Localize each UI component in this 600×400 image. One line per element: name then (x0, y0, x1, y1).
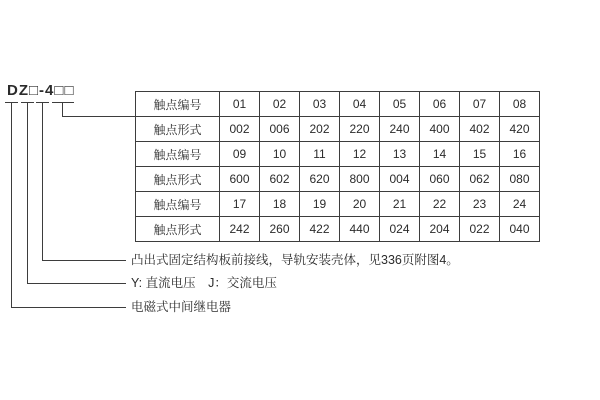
value-cell: 01 (220, 92, 260, 117)
value-cell: 260 (260, 217, 300, 242)
note-mounting: 凸出式固定结构板前接线，导轨安装壳体，见336页附图4。 (131, 253, 459, 267)
value-cell: 15 (460, 142, 500, 167)
value-cell: 14 (420, 142, 460, 167)
value-cell: 006 (260, 117, 300, 142)
value-cell: 13 (380, 142, 420, 167)
value-cell: 240 (380, 117, 420, 142)
leader-to-table (63, 103, 136, 117)
value-cell: 11 (300, 142, 340, 167)
value-cell: 24 (500, 192, 540, 217)
value-cell: 202 (300, 117, 340, 142)
row-label: 触点形式 (136, 217, 220, 242)
value-cell: 18 (260, 192, 300, 217)
value-cell: 10 (260, 142, 300, 167)
note-voltage: Y: 直流电压 J：交流电压 (131, 276, 277, 290)
value-cell: 220 (340, 117, 380, 142)
value-cell: 12 (340, 142, 380, 167)
value-cell: 400 (420, 117, 460, 142)
value-cell: 620 (300, 167, 340, 192)
value-cell: 02 (260, 92, 300, 117)
value-cell: 440 (340, 217, 380, 242)
value-cell: 20 (340, 192, 380, 217)
value-cell: 22 (420, 192, 460, 217)
table-row (136, 117, 540, 142)
value-cell: 23 (460, 192, 500, 217)
value-cell: 040 (500, 217, 540, 242)
value-cell: 21 (380, 192, 420, 217)
leader-to-note-3 (12, 103, 127, 308)
table-row (136, 192, 540, 217)
contact-table (135, 91, 540, 242)
value-cell: 420 (500, 117, 540, 142)
value-cell: 024 (380, 217, 420, 242)
value-cell: 16 (500, 142, 540, 167)
value-cell: 08 (500, 92, 540, 117)
value-cell: 004 (380, 167, 420, 192)
value-cell: 03 (300, 92, 340, 117)
value-cell: 402 (460, 117, 500, 142)
row-label: 触点编号 (136, 92, 220, 117)
contact-table-body (136, 92, 540, 242)
value-cell: 06 (420, 92, 460, 117)
value-cell: 05 (380, 92, 420, 117)
value-cell: 204 (420, 217, 460, 242)
model-designation: DZ□-4□□ (7, 82, 75, 99)
leader-to-note-1 (43, 103, 127, 261)
row-label: 触点编号 (136, 142, 220, 167)
value-cell: 022 (460, 217, 500, 242)
table-row (136, 217, 540, 242)
note-relay-type: 电磁式中间继电器 (131, 300, 232, 314)
value-cell: 04 (340, 92, 380, 117)
value-cell: 242 (220, 217, 260, 242)
table-row (136, 142, 540, 167)
value-cell: 17 (220, 192, 260, 217)
value-cell: 800 (340, 167, 380, 192)
value-cell: 060 (420, 167, 460, 192)
table-row (136, 92, 540, 117)
value-cell: 600 (220, 167, 260, 192)
table-row (136, 167, 540, 192)
value-cell: 062 (460, 167, 500, 192)
value-cell: 080 (500, 167, 540, 192)
row-label: 触点形式 (136, 167, 220, 192)
row-label: 触点编号 (136, 192, 220, 217)
value-cell: 602 (260, 167, 300, 192)
row-label: 触点形式 (136, 117, 220, 142)
value-cell: 002 (220, 117, 260, 142)
value-cell: 422 (300, 217, 340, 242)
value-cell: 09 (220, 142, 260, 167)
value-cell: 19 (300, 192, 340, 217)
value-cell: 07 (460, 92, 500, 117)
